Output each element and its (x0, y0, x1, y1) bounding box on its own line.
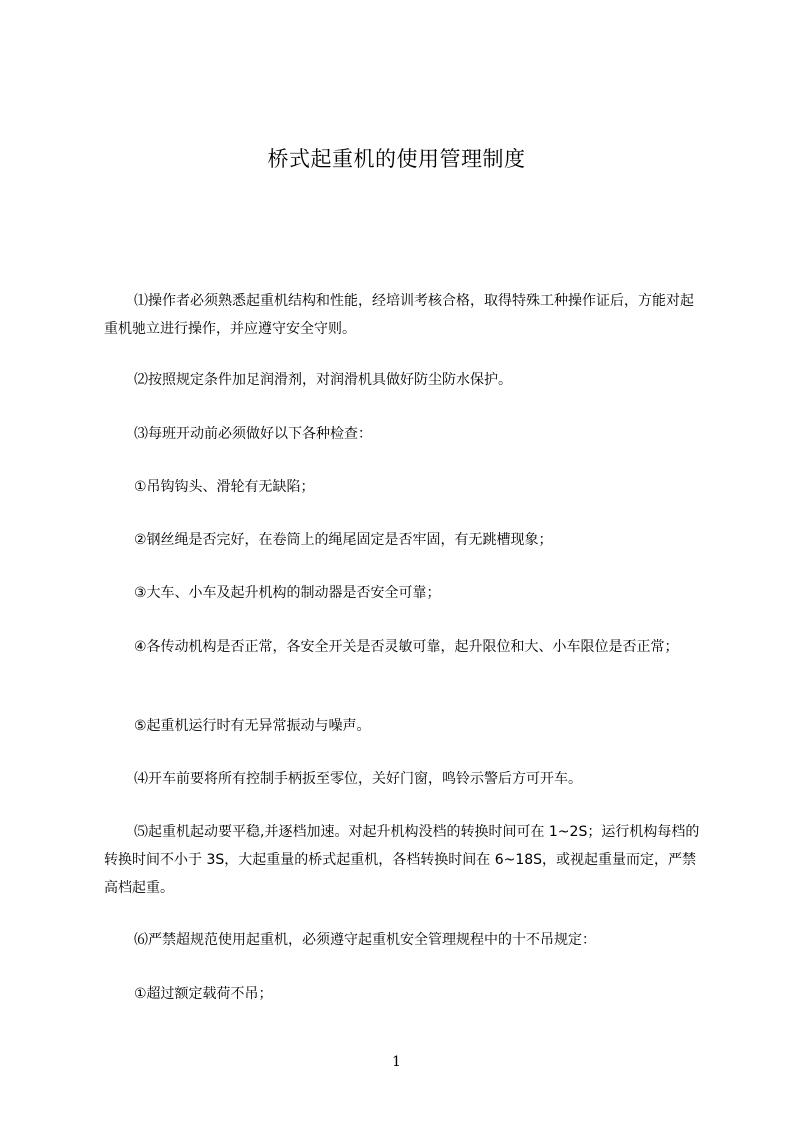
check-item-3-text: ③大车、小车及起升机构的制动器是否安全可靠； (134, 585, 441, 601)
check-item-1 (104, 473, 704, 501)
paragraph-3-text: ⑶每班开动前必须做好以下各种检查： (134, 426, 372, 442)
paragraph-4 (104, 765, 704, 793)
paragraph-1-text: ⑴操作者必须熟悉起重机结构和性能，经培训考核合格，取得特殊工种操作证后，方能对起重机驰立进行操作，并应遵守安全守则。 (104, 293, 694, 337)
check-item-2 (104, 526, 704, 554)
check-item-5 (104, 712, 704, 740)
paragraph-6-text: ⑹严禁超规范使用起重机，必须遵守起重机安全管理规程中的十不吊规定： (134, 932, 596, 948)
paragraph-3 (104, 420, 704, 448)
check-item-4-text: ④各传动机构是否正常，各安全开关是否灵敏可靠，起升限位和大、小车限位是否正常； (134, 639, 679, 655)
check-item-2-text: ②钢丝绳是否完好，在卷筒上的绳尾固定是否牢固，有无跳槽现象； (134, 532, 553, 548)
rule-item-1 (104, 980, 704, 1008)
check-item-3 (104, 579, 704, 607)
rule-item-1-text: ①超过额定载荷不吊； (134, 986, 273, 1002)
check-item-1-text: ①吊钩钩头、滑轮有无缺陷； (134, 479, 315, 495)
paragraph-2 (104, 366, 704, 394)
document-title: 桥式起重机的使用管理制度 (267, 147, 526, 171)
page-number: 1 (392, 1054, 401, 1070)
paragraph-1 (104, 287, 704, 343)
paragraph-6 (104, 926, 704, 954)
paragraph-2-text: ⑵按照规定条件加足润滑剂，对润滑机具做好防尘防水保护。 (134, 372, 512, 388)
paragraph-5-text: ⑸起重机起动要平稳,并逐档加速。对起升机构没档的转换时间可在 1~2S；运行机构每档的转换时间不小于 3S，大起重量的桥式起重机，各档转换时间在 6~18S，或视起重量而定，严禁高档起重。 (104, 824, 700, 896)
check-item-5-text: ⑤起重机运行时有无异常振动与噪声。 (134, 718, 371, 734)
paragraph-4-text: ⑷开车前要将所有控制手柄扳至零位，关好门窗，鸣铃示警后方可开车。 (134, 771, 582, 787)
paragraph-5 (104, 818, 704, 902)
check-item-4 (104, 633, 704, 661)
